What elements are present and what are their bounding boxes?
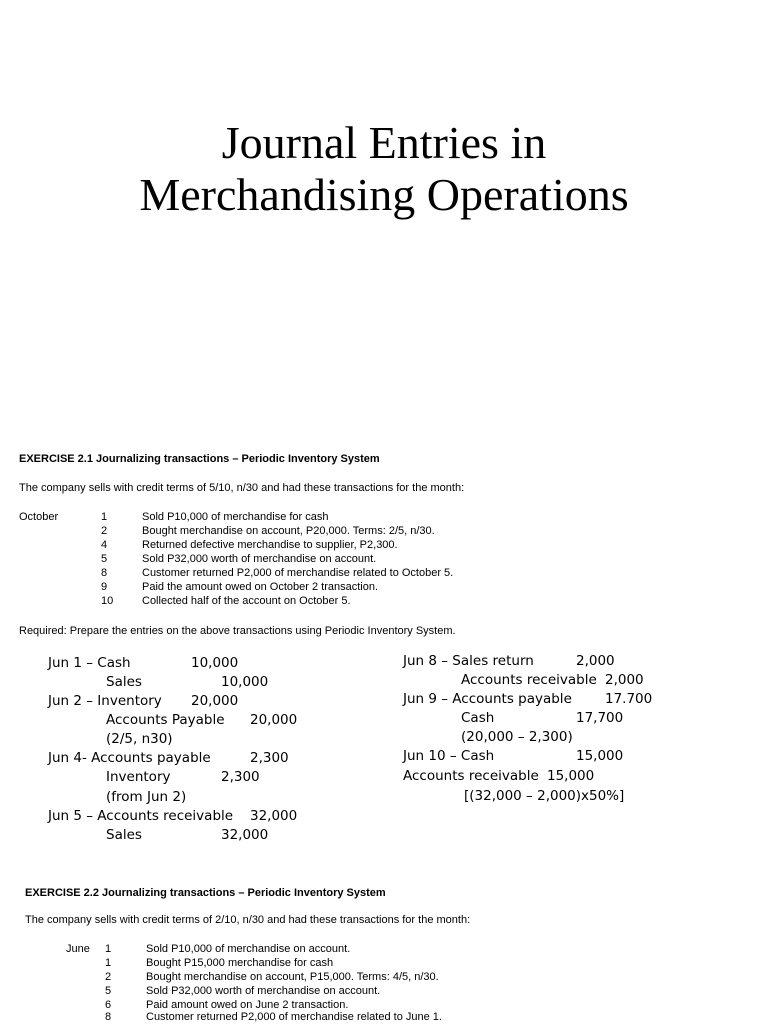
exercise-2-intro: The company sells with credit terms of 2/10, n/30 and had these transactions for the month: [25,914,471,926]
ex2-text: Sold P32,000 worth of merchandise on account. [146,985,381,997]
ex1-day: 10 [101,595,114,607]
answer-right-amount: 2,000 [576,653,615,669]
ex2-day: 1 [105,943,112,955]
answer-right-amount: 15,000 [547,768,595,784]
answer-right-label: Cash [461,710,495,726]
answer-right-amount: 15,000 [576,748,624,764]
answer-left-amount: 20,000 [191,693,239,709]
answer-left-label: Accounts Payable [106,712,225,728]
answer-left-amount: 2,300 [250,750,289,766]
answer-left-label: (from Jun 2) [106,789,187,805]
answer-left-label: Jun 4- Accounts payable [48,750,211,766]
answer-right-amount: 17,700 [576,710,624,726]
ex1-day: 8 [101,567,108,579]
answer-left-amount: 20,000 [250,712,298,728]
ex2-day: 8 [105,1011,112,1023]
answer-left-label: Jun 2 – Inventory [48,693,162,709]
answer-right-label: Jun 10 – Cash [403,748,495,764]
exercise-1-intro: The company sells with credit terms of 5/10, n/30 and had these transactions for the month: [19,482,465,494]
answer-left-amount: 2,300 [221,769,260,785]
ex1-text: Sold P32,000 worth of merchandise on account. [142,553,377,565]
ex1-day: 4 [101,539,108,551]
exercise-1-heading: EXERCISE 2.1 Journalizing transactions – Periodic Inventory System [19,453,380,465]
ex2-text: Paid amount owed on June 2 transaction. [146,999,349,1011]
answer-left-label: Sales [106,827,142,843]
answer-left-amount: 32,000 [250,808,298,824]
ex1-text: Bought merchandise on account, P20,000. Terms: 2/5, n/30. [142,525,435,537]
answer-right-label: (20,000 – 2,300) [461,729,573,745]
ex2-text: Sold P10,000 of merchandise on account. [146,943,351,955]
ex2-text: Customer returned P2,000 of merchandise related to June 1. [146,1011,442,1023]
answer-left-label: Sales [106,674,142,690]
answer-right-amount: 17.700 [605,691,653,707]
answer-left-label: Inventory [106,769,171,785]
ex1-day: 1 [101,511,108,523]
answer-right-label: Jun 8 – Sales return [403,653,534,669]
ex2-day: 5 [105,985,112,997]
answer-right-amount: 2,000 [605,672,644,688]
page-title-line-1: Journal Entries in [221,117,547,168]
ex2-day: 6 [105,999,112,1011]
ex2-day: 1 [105,957,112,969]
ex1-day: 9 [101,581,108,593]
answer-left-label: Jun 5 – Accounts receivable [48,808,234,824]
ex1-text: Returned defective merchandise to supplier, P2,300. [142,539,398,551]
ex2-text: Bought P15,000 merchandise for cash [146,957,334,969]
exercise-1-required: Required: Prepare the entries on the above transactions using Periodic Inventory System. [19,625,456,637]
exercise-1-month: October [19,511,59,523]
answer-right-label: Accounts receivable [403,768,539,784]
answer-left-label: (2/5, n30) [106,731,173,747]
answer-right-label: Accounts receivable [461,672,597,688]
answer-left-label: Jun 1 – Cash [48,655,131,671]
ex1-text: Sold P10,000 of merchandise for cash [142,511,329,523]
ex2-text: Bought merchandise on account, P15,000. Terms: 4/5, n/30. [146,971,439,983]
ex1-day: 5 [101,553,108,565]
answer-left-amount: 10,000 [191,655,239,671]
ex1-day: 2 [101,525,108,537]
exercise-2-month: June [66,943,90,955]
answer-right-label: Jun 9 – Accounts payable [403,691,572,707]
ex1-text: Customer returned P2,000 of merchandise related to October 5. [142,567,454,579]
answer-left-amount: 32,000 [221,827,269,843]
answer-left-amount: 10,000 [221,674,269,690]
exercise-2-heading: EXERCISE 2.2 Journalizing transactions – Periodic Inventory System [25,887,386,899]
ex1-text: Collected half of the account on October 5. [142,595,351,607]
ex2-day: 2 [105,971,112,983]
answer-right-label: [(32,000 – 2,000)x50%] [464,788,625,804]
ex1-text: Paid the amount owed on October 2 transaction. [142,581,379,593]
page-title-line-2: Merchandising Operations [139,169,629,220]
